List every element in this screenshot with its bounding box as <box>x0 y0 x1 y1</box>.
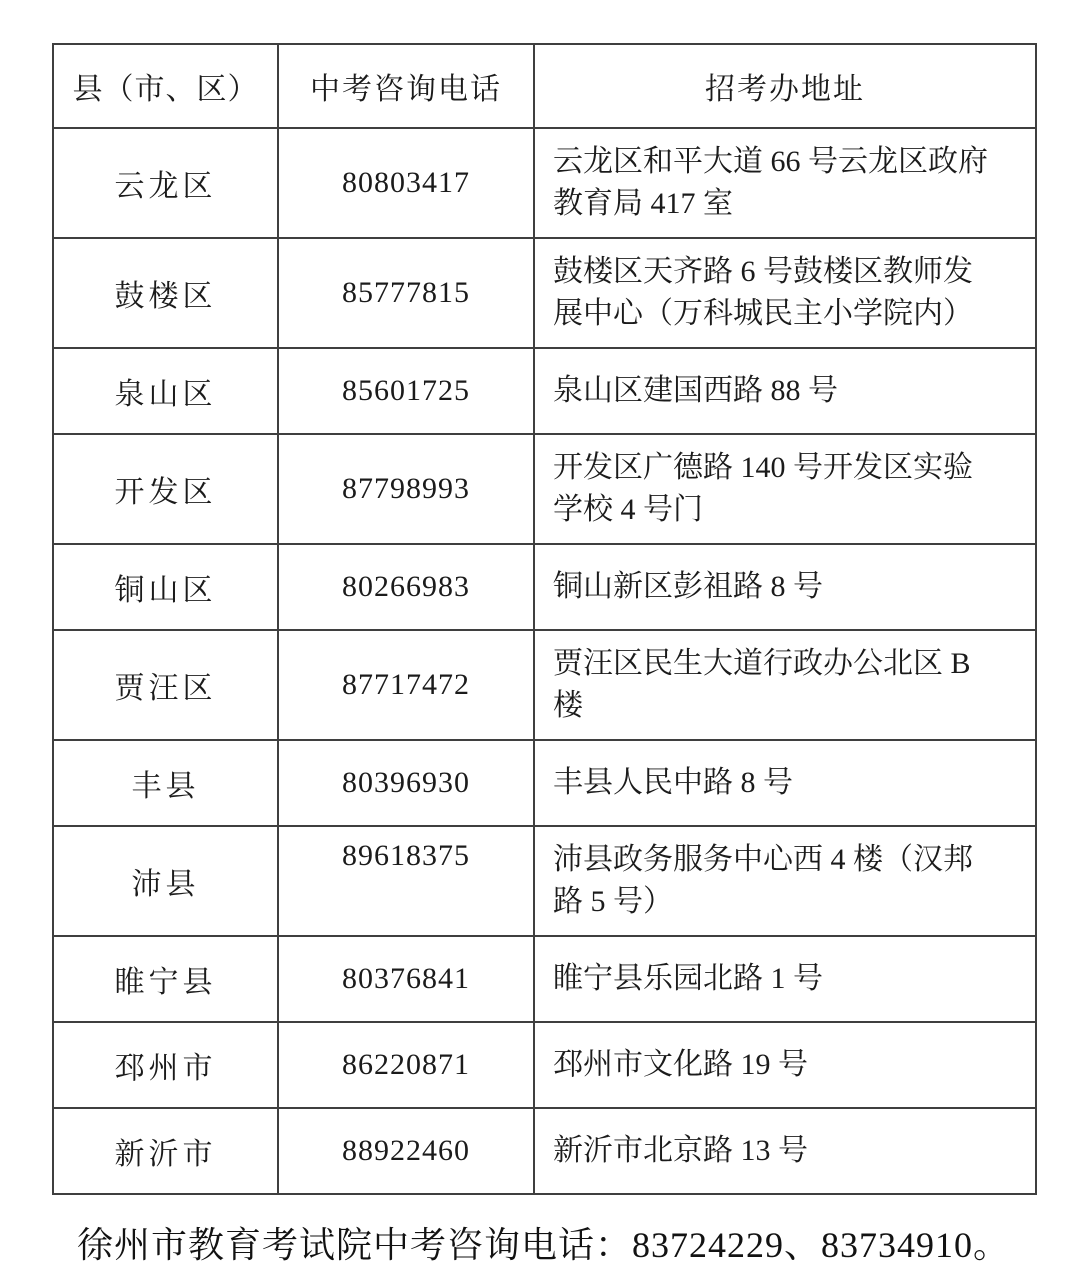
phone-cell: 89618375 <box>278 826 534 936</box>
phone-cell: 87798993 <box>278 434 534 544</box>
table-row <box>53 1022 1036 1108</box>
district-cell: 鼓楼区 <box>53 238 278 348</box>
table-row <box>53 238 1036 348</box>
table-row <box>53 434 1036 544</box>
table-header-row <box>53 44 1036 128</box>
phone-cell: 80803417 <box>278 128 534 238</box>
phone-cell: 80266983 <box>278 544 534 630</box>
header-phone: 中考咨询电话 <box>278 44 534 128</box>
address-cell: 邳州市文化路 19 号 <box>534 1022 1036 1108</box>
table-row <box>53 128 1036 238</box>
document-body <box>52 43 1035 1268</box>
district-cell: 开发区 <box>53 434 278 544</box>
address-cell: 睢宁县乐园北路 1 号 <box>534 936 1036 1022</box>
table-row <box>53 544 1036 630</box>
header-address: 招考办地址 <box>534 44 1036 128</box>
footer-note: 徐州市教育考试院中考咨询电话：83724229、83734910。 <box>76 1225 1010 1265</box>
district-cell: 丰县 <box>53 740 278 826</box>
phone-cell: 85777815 <box>278 238 534 348</box>
table-row <box>53 630 1036 740</box>
phone-cell: 86220871 <box>278 1022 534 1108</box>
address-cell: 贾汪区民生大道行政办公北区 B 楼 <box>534 630 1036 740</box>
address-cell: 铜山新区彭祖路 8 号 <box>534 544 1036 630</box>
phone-cell: 80396930 <box>278 740 534 826</box>
address-cell: 云龙区和平大道 66 号云龙区政府教育局 417 室 <box>534 128 1036 238</box>
header-district: 县（市、区） <box>53 44 278 128</box>
district-cell: 新沂市 <box>53 1108 278 1194</box>
address-cell: 丰县人民中路 8 号 <box>534 740 1036 826</box>
district-cell: 云龙区 <box>53 128 278 238</box>
district-cell: 贾汪区 <box>53 630 278 740</box>
exam-phone-table <box>52 43 1037 1195</box>
district-cell: 沛县 <box>53 826 278 936</box>
phone-cell: 85601725 <box>278 348 534 434</box>
address-cell: 鼓楼区天齐路 6 号鼓楼区教师发展中心（万科城民主小学院内） <box>534 238 1036 348</box>
table-row <box>53 936 1036 1022</box>
district-cell: 泉山区 <box>53 348 278 434</box>
address-cell: 泉山区建国西路 88 号 <box>534 348 1036 434</box>
address-cell: 沛县政务服务中心西 4 楼（汉邦路 5 号） <box>534 826 1036 936</box>
district-cell: 睢宁县 <box>53 936 278 1022</box>
phone-cell: 88922460 <box>278 1108 534 1194</box>
district-cell: 铜山区 <box>53 544 278 630</box>
table-row <box>53 1108 1036 1194</box>
phone-cell: 87717472 <box>278 630 534 740</box>
address-cell: 开发区广德路 140 号开发区实验学校 4 号门 <box>534 434 1036 544</box>
table-row <box>53 826 1036 936</box>
address-cell: 新沂市北京路 13 号 <box>534 1108 1036 1194</box>
phone-cell: 80376841 <box>278 936 534 1022</box>
district-cell: 邳州市 <box>53 1022 278 1108</box>
table-row <box>53 740 1036 826</box>
table-row <box>53 348 1036 434</box>
